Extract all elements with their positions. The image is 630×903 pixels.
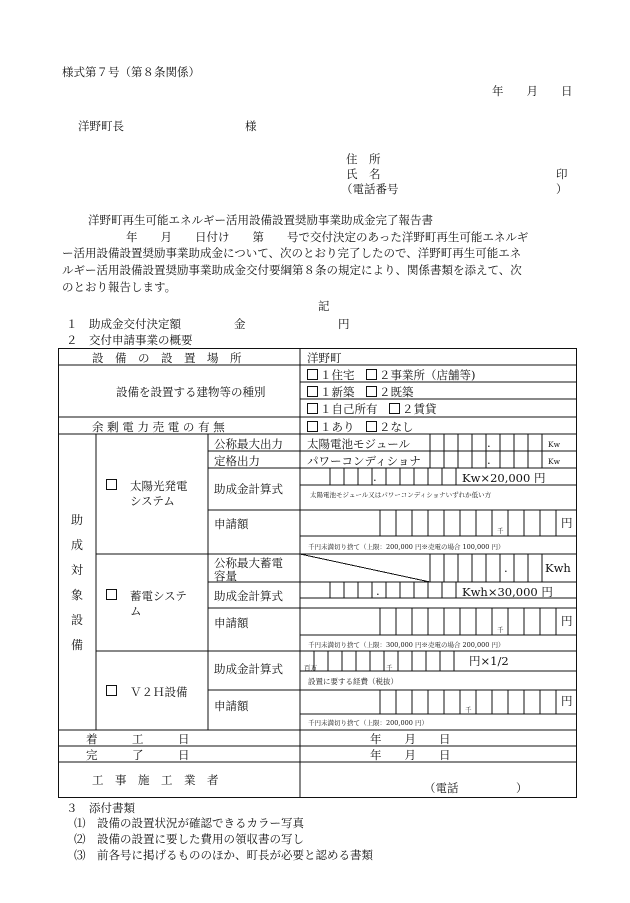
v2h-apply-yen: 円 (561, 694, 573, 708)
body-line-1: 年 月 日付け 第 号で交付決定のあった洋野町再生可能エネルギ (126, 230, 529, 244)
body-line-3: ルギー活用設備設置奨励事業助成金交付要綱第８条の規定により、関係書類を添えて、次 (62, 263, 522, 277)
surplus-options[interactable]: １あり ２なし (307, 419, 414, 435)
document-title: 洋野町再生可能エネルギー活用設備設置奨励事業助成金完了報告書 (88, 213, 433, 227)
phone-label: （電話番号 (341, 182, 399, 196)
solar-rated-kw: Kw (548, 457, 561, 466)
section1-label: １ 助成金交付決定額 (66, 317, 181, 331)
v2h-calc-label: 助成金計算式 (214, 662, 283, 676)
solar-max-dot: . (487, 436, 491, 450)
checkbox-icon[interactable] (106, 589, 117, 600)
solar-apply-note: 千円未満切り捨て（上限：200,000 円※売電の場合 100,000 円） (308, 543, 505, 551)
solar-apply-yen: 円 (561, 516, 573, 530)
building-type-label: 設備を設置する建物等の種別 (116, 385, 266, 399)
v2h-apply-label: 申請額 (214, 699, 249, 713)
start-date-label: 着 工 日 (86, 732, 190, 746)
battery-calc-formula: Kwh×30,000 円 (462, 585, 553, 599)
checkbox-icon[interactable] (366, 386, 377, 397)
section1-kin: 金 (234, 317, 246, 331)
battery-cap-label-2: 容量 (214, 569, 237, 583)
checkbox-icon[interactable] (307, 421, 318, 432)
solar-apply-label: 申請額 (214, 517, 249, 531)
checkbox-icon[interactable] (307, 403, 318, 414)
surplus-label: 余 剰 電 力 売 電 の 有 無 (92, 420, 225, 434)
checkbox-icon[interactable] (366, 421, 377, 432)
attachment-item-2: ⑵ 設備の設置に要した費用の領収書の写し (74, 832, 304, 846)
solar-calc-note: 太陽電池モジュール又はパワーコンディショナいずれか低い方 (310, 491, 492, 499)
overview-table (58, 348, 577, 798)
side-label: 助 成 対 象 設 備 (70, 513, 83, 652)
solar-checkbox[interactable] (106, 478, 119, 492)
contractor-label: 工 事 施 工 業 者 (92, 773, 219, 787)
end-date-label: 完 了 日 (86, 748, 190, 762)
end-date-value[interactable]: 年 月 日 (370, 748, 451, 762)
battery-calc-label: 助成金計算式 (214, 589, 283, 603)
solar-calc-label: 助成金計算式 (214, 482, 283, 496)
v2h-calc-note: 設置に要する経費（税抜） (308, 677, 398, 686)
phone-close: ） (556, 182, 568, 196)
battery-apply-yen: 円 (561, 614, 573, 628)
solar-rated-dot: . (487, 453, 491, 467)
v2h-name: Ｖ２Ｈ設備 (130, 685, 188, 699)
battery-apply-sen: 千 (497, 626, 504, 634)
battery-name-1: 蓄電システ (130, 589, 187, 603)
section2-label: ２ 交付申請事業の概要 (66, 333, 193, 347)
v2h-calc-formula: 円×1/2 (469, 654, 509, 668)
battery-calc-dot: . (376, 584, 380, 598)
building-opt-row-2[interactable]: １新築 ２既築 (307, 384, 414, 400)
checkbox-icon[interactable] (106, 685, 117, 696)
checkbox-icon[interactable] (307, 369, 318, 380)
name-label: 氏 名 (346, 167, 381, 181)
seal-mark: 印 (556, 167, 568, 181)
building-opt-row-3[interactable]: １自己所有 ２賃貸 (307, 401, 437, 417)
solar-max-output-value: 太陽電池モジュール (307, 437, 411, 451)
v2h-apply-sen: 千 (465, 706, 472, 714)
solar-max-output-label: 公称最大出力 (214, 437, 283, 451)
battery-checkbox[interactable] (106, 588, 119, 602)
solar-apply-sen: 千 (497, 527, 504, 535)
battery-cap-kwh: Kwh (545, 561, 571, 575)
section1-yen: 円 (338, 317, 350, 331)
body-line-2: ー活用設備設置奨励事業助成金について、次のとおり完了したので、洋野町再生可能エネ (62, 246, 522, 260)
checkbox-icon[interactable] (366, 369, 377, 380)
location-value[interactable]: 洋野町 (307, 351, 342, 365)
battery-apply-label: 申請額 (214, 616, 249, 630)
battery-cap-dot: . (504, 561, 508, 575)
building-opt-row-1[interactable]: １住宅 ２事業所（店舗等) (307, 367, 476, 383)
solar-name-2: システム (130, 494, 175, 508)
checkbox-icon[interactable] (389, 403, 400, 414)
contractor-phone[interactable]: （電話 ） (424, 781, 528, 795)
battery-apply-note: 千円未満切り捨て（上限：300,000 円※売電の場合 200,000 円） (308, 641, 505, 649)
checkbox-icon[interactable] (307, 386, 318, 397)
ki-mark: 記 (318, 299, 330, 313)
section3-label: ３ 添付書類 (66, 801, 135, 815)
v2h-calc-hyakuman: 百万 (304, 664, 317, 672)
start-date-value[interactable]: 年 月 日 (370, 732, 451, 746)
location-label: 設 備 の 設 置 場 所 (92, 351, 242, 365)
solar-rated-output-label: 定格出力 (214, 454, 260, 468)
address-label: 住 所 (346, 152, 381, 166)
date-line: 年 月 日 (492, 84, 573, 98)
battery-name-2: ム (130, 604, 142, 618)
v2h-apply-note: 千円未満切り捨て（上限：200,000 円） (308, 719, 428, 727)
solar-max-kw: Kw (548, 440, 561, 449)
addressee: 洋野町長 (78, 119, 124, 133)
honorific: 様 (245, 119, 257, 133)
solar-calc-dot: . (373, 470, 377, 484)
form-number: 様式第７号（第８条関係） (62, 65, 200, 79)
solar-calc-formula: Kw×20,000 円 (462, 471, 546, 485)
solar-name-1: 太陽光発電 (130, 479, 188, 493)
v2h-calc-sen: 千 (386, 664, 393, 672)
v2h-checkbox[interactable] (106, 684, 119, 698)
body-line-4: のとおり報告します。 (62, 280, 177, 294)
solar-rated-output-value: パワーコンディショナ (307, 454, 421, 468)
checkbox-icon[interactable] (106, 479, 117, 490)
attachment-item-1: ⑴ 設備の設置状況が確認できるカラー写真 (74, 816, 304, 830)
attachment-item-3: ⑶ 前各号に掲げるもののほか、町長が必要と認める書類 (74, 848, 373, 862)
battery-cap-label-1: 公称最大蓄電 (214, 556, 283, 570)
